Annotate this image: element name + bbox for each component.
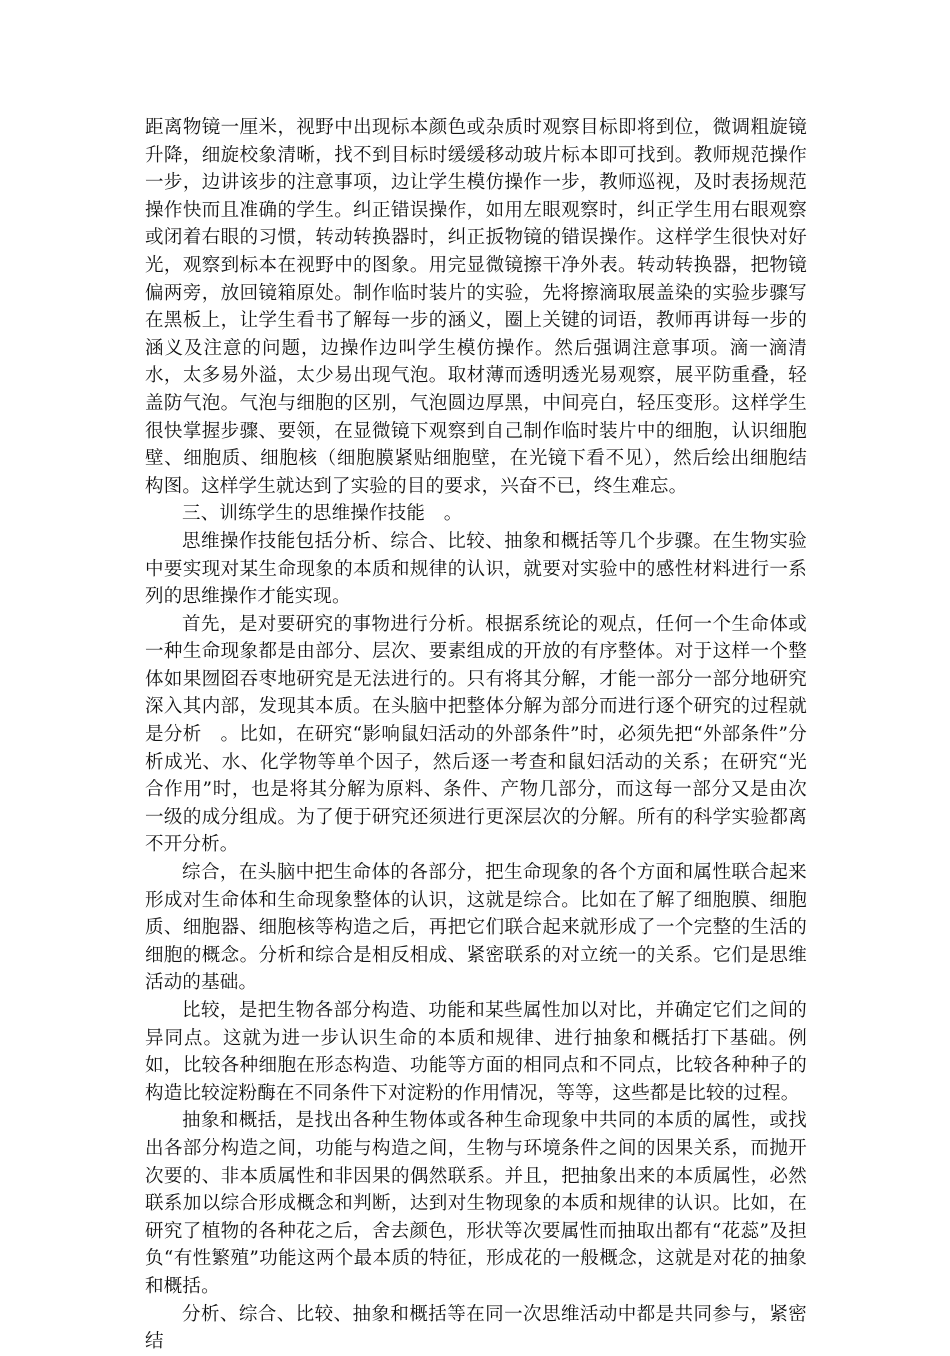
paragraph-abstraction: 抽象和概括，是找出各种生物体或各种生命现象中共同的本质的属性，或找出各部分构造之间，功能与构造之间，生物与环境条件之间的因果关系，而抛开次要的、非本质属性和非因果的偶然联系。并且，把抽象出来的本质属性，必然联系加以综合形成概念和判断，达到对生物现象的本质和规律的认识。比如，在研究了植物的各种花之后，舍去颜色，形状等次要属性而抽取出都有“花蕊”及担负“有性繁殖”功能这两个最本质的特征，形成花的一般概念，这就是对花的抽象和概括。: [145, 1110, 807, 1297]
paragraph-microscope-procedure: 距离物镜一厘米，视野中出现标本颜色或杂质时观察目标即将到位，微调粗旋镜升降，细旋校象清晰，找不到目标时缓缓移动玻片标本即可找到。教师规范操作一步，边讲该步的注意事项，边让学生模仿操作一步，教师巡视，及时表扬规范操作快而且准确的学生。纠正错误操作，如用左眼观察时，纠正学生用右眼观察或闭着右眼的习惯，转动转换器时，纠正扳物镜的错误操作。这样学生很快对好光，观察到标本在视野中的图象。用完显微镜擦干净外表。转动转换器，把物镜偏两旁，放回镜箱原处。制作临时装片的实验，先将擦滴取展盖染的实验步骤写在黑板上，让学生看书了解每一步的涵义，圈上关键的词语，教师再讲每一步的涵义及注意的问题，边操作边叫学生模仿操作。然后强调注意事项。滴一滴清水，太多易外溢，太少易出现气泡。取材薄而透明透光易观察，展平防重叠，轻盖防气泡。气泡与细胞的区别，气泡圆边厚黑，中间亮白，轻压变形。这样学生很快掌握步骤、要领，在显微镜下观察到自己制作临时装片中的细胞，认识细胞壁、细胞质、细胞核（细胞膜紧贴细胞壁，在光镜下看不见），然后绘出细胞结构图。这样学生就达到了实验的目的要求，兴奋不已，终生难忘。: [145, 117, 807, 497]
paragraph-combined-thinking: 分析、综合、比较、抽象和概括等在同一次思维活动中都是共同参与，紧密结: [145, 1303, 807, 1353]
paragraph-analysis: 首先，是对要研究的事物进行分析。根据系统论的观点，任何一个生命体或一种生命现象都是由部分、层次、要素组成的开放的有序整体。对于这样一个整体如果囫囵吞枣地研究是无法进行的。只有将其分解，才能一部分一部分地研究深入其内部，发现其本质。在头脑中把整体分解为部分而进行逐个研究的过程就是分析 。比如，在研究“影响鼠妇活动的外部条件”时，必须先把“外部条件”分析成光、水、化学物等单个因子，然后逐一考查和鼠妇活动的关系；在研究“光合作用”时，也是将其分解为原料、条件、产物几部分，而这每一部分又是由次一级的成分组成。为了便于研究还须进行更深层次的分解。所有的科学实验都离不开分析。: [145, 613, 807, 856]
document-body: [145, 114, 807, 1356]
paragraph-thinking-skills-intro: 思维操作技能包括分析、综合、比较、抽象和概括等几个步骤。在生物实验中要实现对某生命现象的本质和规律的认识，就要对实验中的感性材料进行一系列的思维操作才能实现。: [145, 530, 807, 608]
paragraph-comparison: 比较，是把生物各部分构造、功能和某些属性加以对比，并确定它们之间的异同点。这就为进一步认识生命的本质和规律、进行抽象和概括打下基础。例如，比较各种细胞在形态构造、功能等方面的相同点和不同点，比较各种种子的构造比较淀粉酶在不同条件下对淀粉的作用情况，等等，这些都是比较的过程。: [145, 1000, 807, 1104]
section-heading-thinking-skills: 三、训练学生的思维操作技能 。: [182, 503, 463, 525]
paragraph-synthesis: 综合，在头脑中把生命体的各部分，把生命现象的各个方面和属性联合起来形成对生命体和生命现象整体的认识，这就是综合。比如在了解了细胞膜、细胞质、细胞器、细胞核等构造之后，再把它们联合起来就形成了一个完整的生活的细胞的概念。分析和综合是相反相成、紧密联系的对立统一的关系。它们是思维活动的基础。: [145, 862, 807, 994]
